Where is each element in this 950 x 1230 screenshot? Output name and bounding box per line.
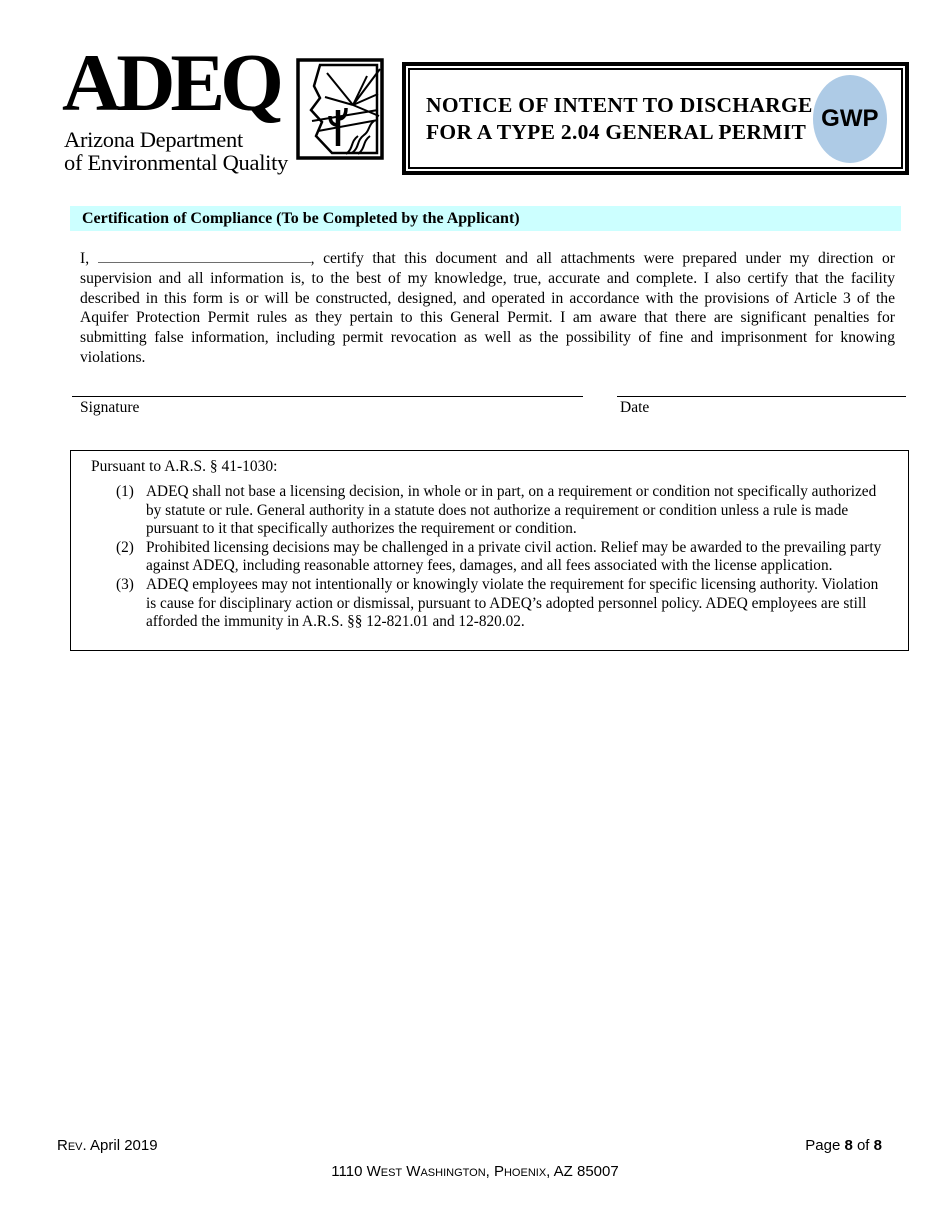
legal-item-number: (2) <box>116 538 134 556</box>
certification-paragraph <box>80 249 895 368</box>
legal-notice-item <box>116 539 888 576</box>
signature-label: Signature <box>80 399 140 416</box>
certification-intro-suffix: , certify that this document and all attachments were prepared under my direction or supervision and all information is, to the best of my knowledge, true, accurate and complete. I also certify that the facility described in this form is or will be constructed, designed, and operated in accordance with the provisions of Article 3 of the Aquifer Protection Permit rules as they pertain to this General Permit. I am aware that there are significant penalties for submitting false information, including permit revocation as well as the possibility of fine and imprisonment for knowing violations. <box>80 250 895 366</box>
signature-line <box>72 396 583 397</box>
adeq-logo <box>62 37 384 175</box>
legal-notice-box <box>70 450 909 651</box>
agency-address: 1110 West Washington, Phoenix, AZ 85007 <box>331 1163 619 1180</box>
applicant-name-blank <box>98 249 311 263</box>
page-word: Page <box>805 1137 845 1154</box>
legal-item-number: (3) <box>116 575 134 593</box>
adeq-logo-subtitle-line2: of Environmental Quality <box>64 149 288 175</box>
date-line <box>617 396 906 397</box>
notice-title-line2: FOR A TYPE 2.04 GENERAL PERMIT <box>426 119 807 144</box>
legal-item-text: Prohibited licensing decisions may be challenged in a private civil action. Relief may be awarded to the prevailing party against ADEQ, including reasonable attorney fees, damages, and all fees associated with the license application. <box>146 538 882 575</box>
legal-notice-heading: Pursuant to A.R.S. § 41-1030: <box>91 458 278 475</box>
legal-item-number: (1) <box>116 483 134 500</box>
legal-notice-item <box>116 576 888 632</box>
adeq-logo-subtitle-line1: Arizona Department <box>64 127 243 152</box>
legal-notice-list <box>116 483 888 632</box>
certification-intro-prefix: I, <box>80 250 98 267</box>
adeq-logo-acronym: ADEQ <box>62 37 279 128</box>
legal-item-text: ADEQ employees may not intentionally or knowingly violate the requirement for specific licensing authority. Violation is cause for disciplinary action or dismissal, pursuant to ADEQ’s adopted personnel policy. ADEQ employees are still afforded the immunity in A.R.S. §§ 12-821.01 and 12-820.02. <box>146 575 879 631</box>
date-label: Date <box>620 399 650 416</box>
arizona-state-sun-cactus-icon <box>296 58 384 165</box>
notice-title-box <box>402 62 909 175</box>
page-indicator <box>805 1137 882 1154</box>
gwp-badge: GWP <box>813 75 887 163</box>
page-number: 8 <box>844 1137 853 1154</box>
legal-item-text: ADEQ shall not base a licensing decision, in whole or in part, on a requirement or condition not specifically authorized by statute or rule. General authority in a statute does not authorize a requirement or condition unless a rule is made pursuant to it that specifically authorizes the requirement or condition. <box>146 483 877 538</box>
adeq-logo-subtitle <box>64 129 288 174</box>
revision-prefix: Rev. <box>57 1137 87 1154</box>
page-total: 8 <box>873 1137 882 1154</box>
notice-title-box-inner <box>408 68 903 169</box>
certification-section-header: Certification of Compliance (To be Completed by the Applicant) <box>70 206 901 231</box>
notice-title <box>426 92 813 146</box>
of-word: of <box>852 1137 874 1154</box>
notice-title-line1: NOTICE OF INTENT TO DISCHARGE <box>426 92 813 117</box>
legal-notice-item <box>116 483 888 539</box>
revision-date <box>57 1137 158 1154</box>
revision-rest: April 2019 <box>86 1137 158 1154</box>
